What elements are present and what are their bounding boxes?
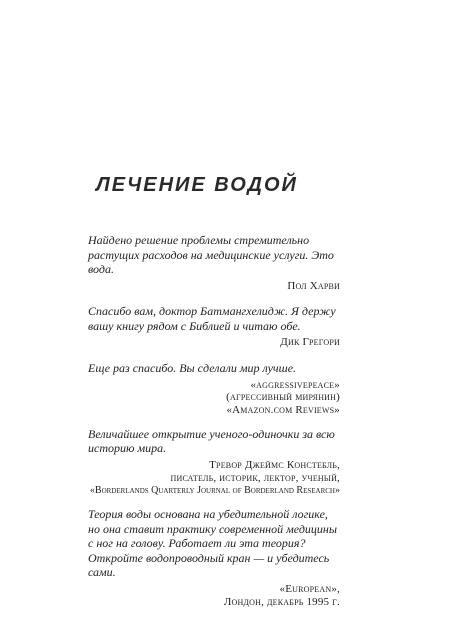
testimonial <box>88 304 340 349</box>
testimonial <box>88 427 340 497</box>
testimonial-author-note: (агрессивный мирянин) <box>226 391 340 404</box>
testimonial-text: Еще раз спасибо. Вы сделали мир лучше. <box>88 361 297 376</box>
testimonial <box>88 233 340 292</box>
testimonial-author: Тревор Джеймс Констебль, <box>209 458 340 471</box>
testimonial-source: «Borderlands Quarterly Journal of Borderland Research» <box>89 484 340 496</box>
testimonial-text: Теория воды основана на убедительной логике, но она ставит практику современной медицины с ног на голову. Работает ли эта теория? Откройте водопроводный кран — и убедитесь сами. <box>88 507 337 580</box>
testimonial-text: Найдено решение проблемы стремительно растущих расходов на медицинские услуги. Это вода. <box>88 233 334 276</box>
testimonial-author-role: писатель, историк, лектор, ученый, <box>170 471 340 484</box>
testimonial-author: Дик Грегори <box>280 336 340 349</box>
page-title: ЛЕЧЕНИЕ ВОДОЙ <box>96 174 298 196</box>
testimonial-source: «European», <box>279 582 340 595</box>
testimonial-author: «aggressivepeace» <box>250 378 340 391</box>
testimonial-text: Величайшее открытие ученого-одиночки за всю историю мира. <box>88 426 335 456</box>
testimonial-date: Лондон, декабрь 1995 г. <box>223 595 340 608</box>
testimonial-text: Спасибо вам, доктор Батмангхелидж. Я держу вашу книгу рядом с Библией и читаю обе. <box>88 304 336 333</box>
testimonials <box>88 233 340 618</box>
testimonial-source: «Amazon.com Reviews» <box>226 404 340 417</box>
testimonial <box>88 507 340 608</box>
testimonial <box>88 361 340 417</box>
testimonial-author: Пол Харви <box>287 279 340 292</box>
